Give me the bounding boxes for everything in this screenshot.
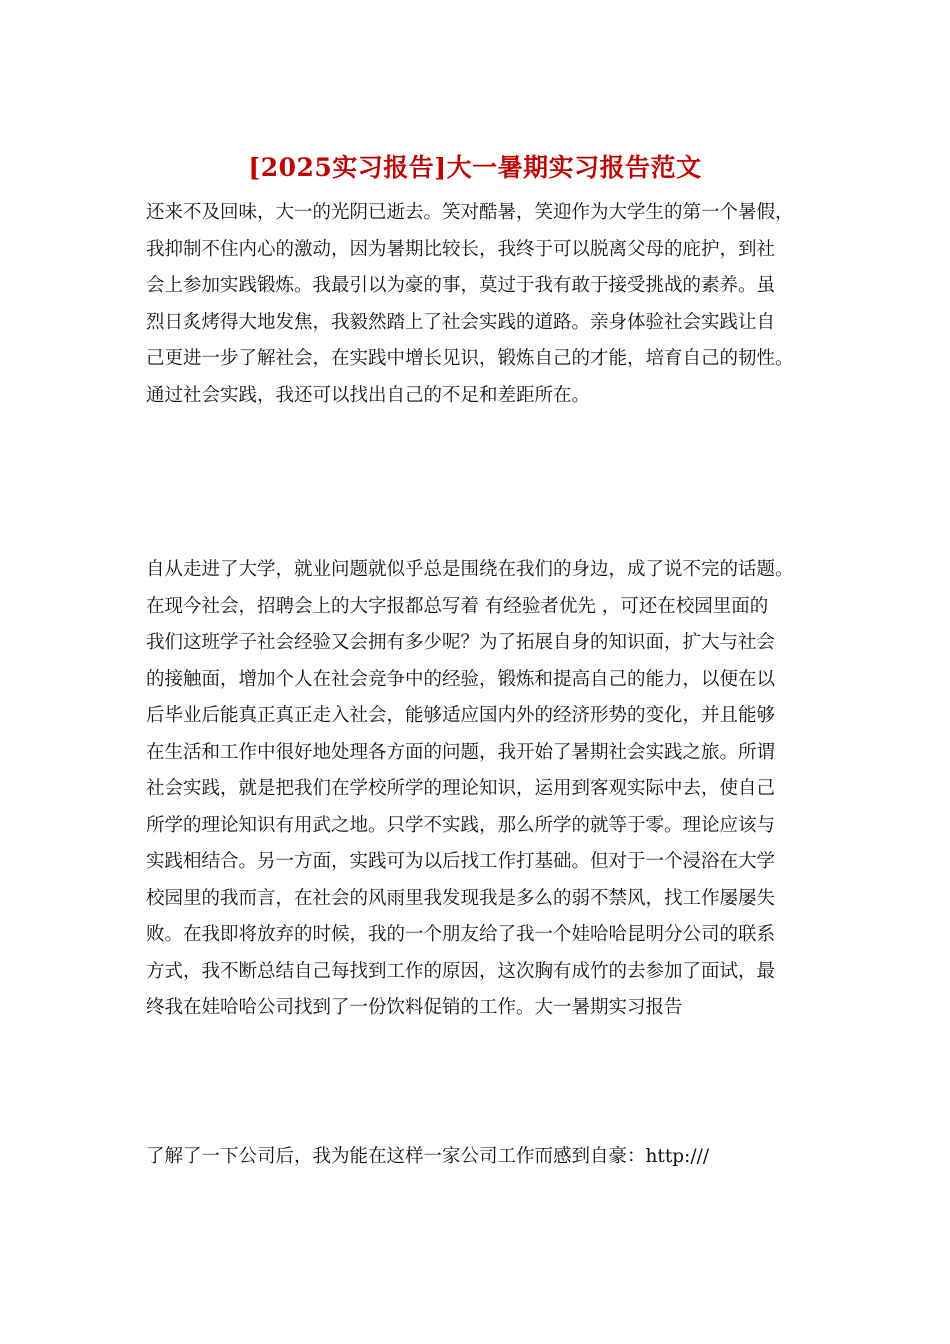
paragraph-line: 终我在娃哈哈公司找到了一份饮料促销的工作。大一暑期实习报告 (146, 997, 683, 1018)
paragraph-line: 我抑制不住内心的激动，因为暑期比较长，我终于可以脱离父母的庇护，到社 (146, 238, 776, 260)
paragraph-line: 会上参加实践锻炼。我最引以为豪的事，莫过于我有敢于接受挑战的素养。虽 (146, 275, 776, 296)
paragraph-line: 烈日炙烤得大地发焦，我毅然踏上了社会实践的道路。亲身体验社会实践让自 (146, 311, 776, 333)
paragraph-line: 的接触面，增加个人在社会竞争中的经验，锻炼和提高自己的能力，以便在以 (146, 668, 776, 690)
paragraph-closing (146, 1139, 846, 1176)
paragraph-line: 我们这班学子社会经验又会拥有多少呢？为了拓展自身的知识面，扩大与社会 (146, 632, 776, 653)
paragraph-line: 还来不及回味，大一的光阴已逝去。笑对酷暑，笑迎作为大学生的第一个暑假， (146, 202, 794, 223)
paragraph-line: 社会实践，就是把我们在学校所学的理论知识，运用到客观实际中去，使自己 (146, 778, 776, 799)
paragraph-line: 自从走进了大学，就业问题就似乎总是围绕在我们的身边，成了说不完的话题。 (146, 559, 794, 580)
paragraph-body (146, 552, 846, 1027)
paragraph-line: 所学的理论知识有用武之地。只学不实践，那么所学的就等于零。理论应该与 (146, 814, 776, 836)
paragraph-line: 在现今社会，招聘会上的大字报都总写着 有经验者优先 ，可还在校园里面的 (146, 595, 769, 617)
paragraph-line: 通过社会实践，我还可以找出自己的不足和差距所在。 (146, 384, 591, 406)
paragraph-line: 校园里的我而言，在社会的风雨里我发现我是多么的弱不禁风，找工作屡屡失 (146, 887, 776, 909)
paragraph-line: 实践相结合。另一方面，实践可为以后找工作打基础。但对于一个浸浴在大学 (146, 851, 776, 872)
paragraph-intro (146, 195, 846, 414)
paragraph-line: 己更进一步了解社会，在实践中增长见识，锻炼自己的才能，培育自己的韧性。 (146, 348, 794, 369)
paragraph-line: 败。在我即将放弃的时候，我的一个朋友给了我一个娃哈哈昆明分公司的联系 (146, 924, 776, 945)
document-title: [2025实习报告]大一暑期实习报告范文 (248, 153, 702, 182)
paragraph-line: 了解了一下公司后，我为能在这样一家公司工作而感到自豪：http:/// (146, 1146, 710, 1167)
paragraph-line: 方式，我不断总结自己每找到工作的原因，这次胸有成竹的去参加了面试，最 (146, 960, 776, 982)
paragraph-line: 后毕业后能真正真正走入社会，能够适应国内外的经济形势的变化，并且能够 (146, 705, 776, 726)
paragraph-line: 在生活和工作中很好地处理各方面的问题，我开始了暑期社会实践之旅。所谓 (146, 741, 776, 763)
